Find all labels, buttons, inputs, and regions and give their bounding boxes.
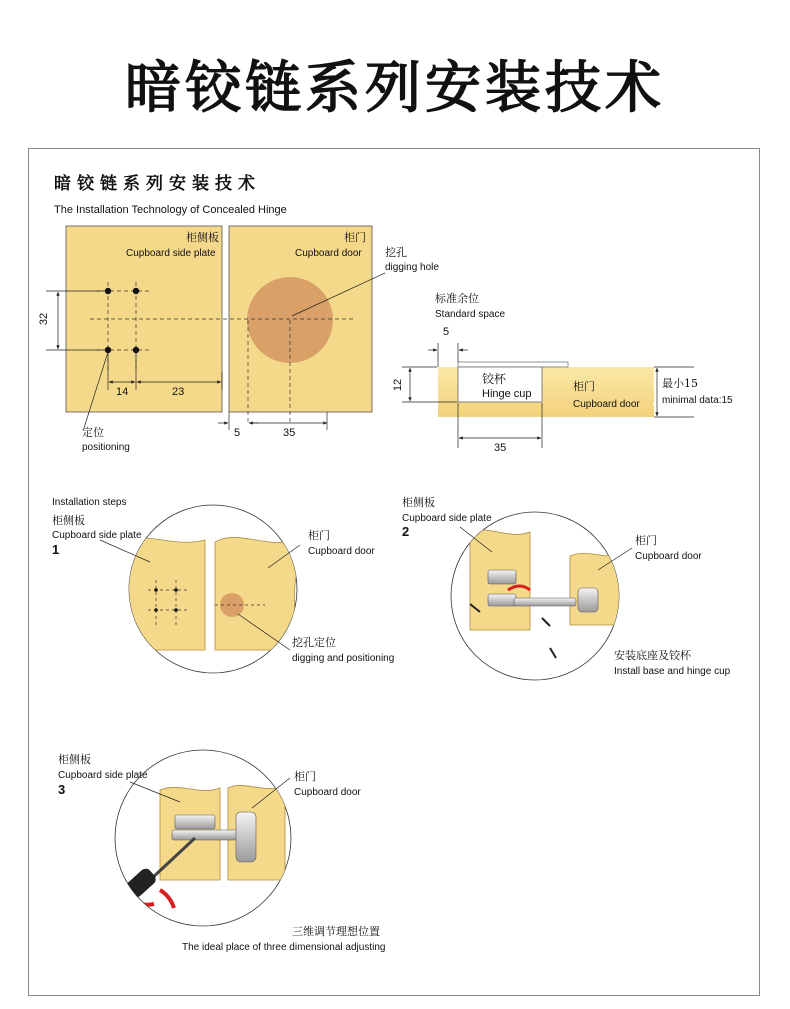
step2-door-en: Cupboard door [635,551,702,562]
hinge-cup-label-en: Hinge cup [482,388,532,400]
section-door-label-cn: 柜门 [573,380,595,393]
dim-5-label: 5 [234,427,241,439]
installation-steps-heading: Installation steps [52,497,127,508]
dim-32-label: 32 [38,312,51,326]
step1-number: 1 [52,542,60,557]
step1-note-cn: 挖孔定位 [292,636,336,649]
step3-door-en: Cupboard door [294,787,361,798]
dim-35-label: 35 [283,427,296,439]
step2-side-en: Cupboard side plate [402,513,492,524]
minimal-label-en: minimal data:15 [662,395,733,406]
step3-note-cn: 三维调节理想位置 [292,925,380,938]
side-plate-label-cn: 柜侧板 [186,231,219,244]
section-door-label-en: Cupboard door [573,399,640,410]
step2-number: 2 [402,524,410,539]
hole-label-en: digging hole [385,262,439,273]
dim-23-label: 23 [172,386,185,398]
step1-side-en: Cupboard side plate [52,530,142,541]
door-label-en: Cupboard door [295,248,362,259]
step3-side-cn: 柜侧板 [58,753,91,766]
standard-label-en: Standard space [435,309,506,320]
step1-note-en: digging and positioning [292,653,395,664]
positioning-label-cn: 定位 [82,426,104,439]
step1-side-cn: 柜侧板 [52,514,85,527]
step2-side-cn: 柜侧板 [402,496,435,509]
hole-label-cn: 挖孔 [385,246,407,259]
positioning-label-en: positioning [82,442,130,453]
dim-14-label: 14 [116,386,129,398]
standard-label-cn: 标准余位 [435,292,479,305]
page-title: 暗铰链系列安装技术 [125,56,665,121]
step1-door-cn: 柜门 [308,529,330,542]
step2-door-cn: 柜门 [635,534,657,547]
step2-note-cn: 安装底座及铰杯 [614,649,691,662]
step3-note-en: The ideal place of three dimensional adjusting [182,942,386,953]
door-label-cn: 柜门 [344,231,366,244]
step3-door-cn: 柜门 [294,770,316,783]
subtitle-en: The Installation Technology of Concealed Hinge [54,204,287,216]
section-dim-12: 12 [392,378,405,392]
step3-side-en: Cupboard side plate [58,770,148,781]
section-dim-35: 35 [494,442,507,454]
step3-number: 3 [58,782,66,797]
minimal-label-cn: 最小15 [662,377,698,390]
hinge-cup-label-cn: 铰杯 [482,372,507,386]
section-dim-5: 5 [443,326,450,338]
step2-note-en: Install base and hinge cup [614,666,731,677]
subtitle-cn: 暗铰链系列安装技术 [54,174,261,194]
side-plate-label-en: Cupboard side plate [126,248,216,259]
step1-door-en: Cupboard door [308,546,375,557]
